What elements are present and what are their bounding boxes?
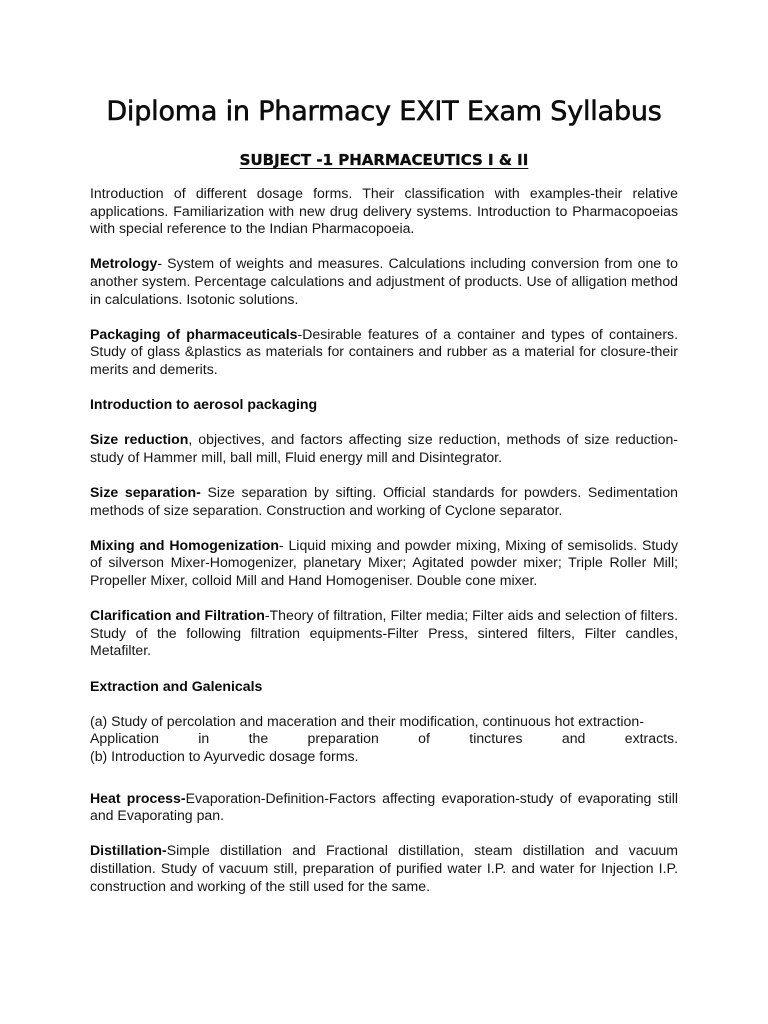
extraction-line-a: (a) Study of percolation and maceration and their modification, continuous hot extraction- — [90, 712, 644, 729]
clarification-paragraph — [90, 607, 678, 660]
mixing-text: - Liquid mixing and powder mixing, Mixing of semisolids. Study of silverson Mixer-Homogenizer, planetary Mixer; Agitated powder mixer; Triple Roller Mill; Propeller Mixer, colloid Mill and Hand Homogeniser. Double cone mixer. — [90, 536, 678, 589]
page-title: Diploma in Pharmacy EXIT Exam Syllabus — [106, 96, 662, 127]
clarification-heading: Clarification and Filtration — [90, 607, 265, 624]
syllabus-content — [90, 185, 678, 895]
size-separation-paragraph — [90, 484, 678, 519]
extraction-line-a2: Application in the preparation of tinctures and extracts. — [90, 730, 678, 747]
distillation-text: Simple distillation and Fractional distillation, steam distillation and vacuum distillation. Study of vacuum still, preparation of purified water I.P. and water for Injection I.P. construction and working of the still used for the same. — [90, 842, 678, 894]
aerosol-paragraph — [90, 396, 678, 414]
heat-process-paragraph — [90, 790, 678, 825]
intro-text: Introduction of different dosage forms. Their classification with examples-their relative applications. Familiarization with new drug delivery systems. Introduction to Pharmacopoeias with special reference to the Indian Pharmacopoeia. — [90, 185, 678, 237]
extraction-line-b: (b) Introduction to Ayurvedic dosage forms. — [90, 748, 359, 764]
heat-process-heading: Heat process- — [90, 789, 186, 806]
mixing-heading: Mixing and Homogenization — [90, 536, 279, 553]
size-reduction-text: , objectives, and factors affecting size reduction, methods of size reduction- study of Hammer mill, ball mill, Fluid energy mill and Disintegrator. — [90, 431, 678, 465]
distillation-paragraph — [90, 842, 678, 895]
heat-process-text: Evaporation-Definition-Factors affecting evaporation-study of evaporating still and Evaporating pan. — [90, 789, 679, 824]
metrology-heading: Metrology — [90, 255, 158, 272]
distillation-heading: Distillation- — [90, 842, 167, 859]
packaging-text: -Desirable features of a container and types of containers. Study of glass &plastics as materials for containers and rubber as a material for closure-their merits and demerits. — [90, 325, 678, 377]
packaging-paragraph — [90, 326, 678, 379]
subject-heading: SUBJECT -1 PHARMACEUTICS I & II — [239, 151, 529, 169]
metrology-paragraph — [90, 255, 678, 308]
intro-paragraph — [90, 185, 678, 238]
size-reduction-heading: Size reduction — [90, 431, 189, 448]
metrology-text: - System of weights and measures. Calculations including conversion from one to another system. Percentage calculations and adjustment of products. Use of alligation method in calculations. Isotonic solutions. — [90, 255, 678, 307]
aerosol-heading: Introduction to aerosol packaging — [90, 396, 318, 413]
size-separation-text: Size separation by sifting. Official standards for powders. Sedimentation methods of size separation. Construction and working of Cyclone separator. — [90, 484, 678, 518]
extraction-heading-paragraph — [90, 678, 678, 696]
packaging-heading: Packaging of pharmaceuticals — [90, 325, 298, 342]
size-reduction-paragraph — [90, 431, 678, 466]
clarification-text: -Theory of filtration, Filter media; Filter aids and selection of filters. Study of the following filtration equipments-Filter Press, sintered filters, Filter candles, Metafilter. — [90, 607, 678, 659]
mixing-paragraph — [90, 537, 678, 590]
size-separation-heading: Size separation- — [90, 484, 201, 501]
extraction-heading: Extraction and Galenicals — [90, 677, 263, 694]
